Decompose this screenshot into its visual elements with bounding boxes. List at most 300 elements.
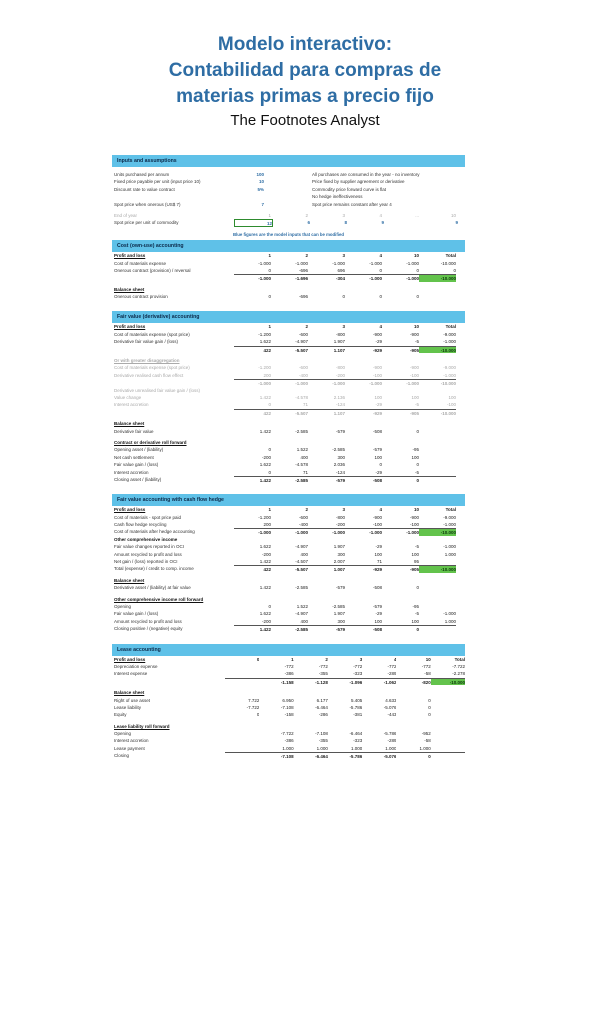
table-row [112, 697, 465, 704]
cell [225, 663, 259, 670]
year-cell: 4 [379, 212, 382, 218]
cell: 0 [342, 294, 345, 300]
row-label: Fair value gain / (loss) [114, 462, 159, 468]
row-label: Cost of materials expense (spot price) [114, 331, 190, 337]
cell: -929 [345, 565, 382, 572]
cell: -10.000 [419, 379, 456, 386]
column-header: 2 [305, 324, 308, 330]
cell [419, 293, 456, 300]
cell: -158 [284, 712, 294, 718]
cell [419, 428, 456, 435]
table-row [112, 293, 465, 300]
cell: 1.107 [308, 409, 345, 416]
table-row [112, 379, 465, 386]
cell [225, 752, 259, 759]
table-row [112, 610, 465, 617]
column-header: 4 [379, 507, 382, 513]
cell: 0 [382, 476, 419, 483]
cell: -900 [372, 365, 382, 371]
cell [419, 558, 456, 565]
cell: -443 [387, 712, 397, 718]
cell: -2.278 [452, 671, 465, 677]
input-value[interactable] [234, 193, 264, 200]
row-label: Derivative fair value gain / (loss) [114, 339, 179, 345]
cell: -579 [335, 585, 345, 591]
cell [234, 536, 271, 543]
table-row [112, 428, 465, 435]
title-line-2: Contabilidad para compras de [168, 60, 442, 81]
table-row [112, 625, 465, 632]
sections [112, 240, 465, 763]
cell: -29 [375, 469, 382, 475]
block-heading [112, 506, 465, 513]
cell [345, 387, 382, 394]
cell: -29 [375, 544, 382, 550]
row-label: Interest expense [114, 671, 148, 677]
block-title: Lease liability roll forward [114, 723, 170, 729]
column-header: 10 [413, 253, 419, 259]
block-title: Other comprehensive income roll forward [114, 596, 204, 602]
block-title: Or with greater disaggregation [114, 358, 180, 364]
column-header: 10 [413, 324, 419, 330]
cell: 1.000 [282, 745, 294, 751]
cell: -7.108 [315, 731, 328, 737]
row-label: Opening [114, 731, 132, 737]
block-title: Profit and loss [114, 507, 146, 513]
cell: 422 [234, 346, 271, 353]
section-band: Fair value accounting with cash flow hedge [112, 494, 465, 506]
cell: 1.522 [296, 447, 308, 453]
cell: 300 [337, 618, 345, 624]
column-header: Total [445, 324, 456, 330]
block-title: Balance sheet [114, 421, 145, 427]
cell: -6.464 [349, 731, 363, 737]
row-label: Derivative asset / (liability) at fair value [114, 585, 191, 591]
cell: 71 [376, 559, 382, 565]
table-row [112, 584, 465, 591]
cell: -1.000 [234, 274, 271, 281]
table-row [112, 387, 465, 394]
input-value[interactable]: 100 [256, 172, 264, 177]
cell: -1.128 [294, 678, 328, 685]
column-header: 3 [342, 253, 345, 259]
year-cell: ... [415, 212, 419, 218]
cell: 0 [268, 469, 271, 475]
cell: 1.000 [444, 551, 456, 557]
cell: -1.000 [443, 522, 456, 528]
cell: 0 [416, 462, 419, 468]
cell: -772 [387, 663, 397, 669]
input-label: Fixed price payable per unit (input price 10) [114, 179, 201, 185]
input-label: Spot price when onerous (US$ 7) [114, 201, 181, 207]
cell: -820 [396, 678, 430, 685]
column-header: Total [454, 656, 465, 662]
cell: -929 [345, 346, 382, 353]
table-row [112, 528, 465, 535]
year-cell: 3 [342, 212, 345, 218]
row-label: Lease payment [114, 745, 145, 751]
cell: -5 [414, 544, 419, 550]
cell: 422 [234, 565, 271, 572]
table-row [112, 346, 465, 353]
cell: -1.000 [443, 372, 456, 378]
row-label: Cost of materials - spot price paid [114, 514, 182, 520]
cell: 100 [374, 395, 382, 400]
column-header: 4 [379, 253, 382, 259]
cell: -304 [308, 274, 345, 281]
input-label: Units purchased per annum [114, 172, 170, 177]
cell: 100 [374, 618, 382, 624]
cell: -2.585 [271, 476, 308, 483]
cell: -200 [261, 551, 271, 557]
block-heading [112, 439, 465, 446]
cell: -696 [298, 294, 308, 300]
cell [234, 387, 271, 394]
cell: 300 [337, 454, 345, 460]
cell: -1.000 [443, 611, 456, 617]
cell: -800 [335, 331, 345, 337]
column-header: 2 [305, 253, 308, 259]
cell: 0 [268, 603, 271, 609]
cell: 1.422 [259, 395, 271, 400]
row-label [112, 379, 234, 386]
cell: -9.000 [443, 331, 456, 337]
spot-cell[interactable] [384, 219, 421, 226]
cell: 0 [268, 447, 271, 453]
cell [419, 461, 456, 468]
cell [419, 469, 456, 476]
cell: -10.000 [419, 528, 456, 535]
row-label: Interest accretion [114, 738, 149, 744]
row-label: Derivative realised cash flow effect [114, 372, 184, 378]
block-heading [112, 323, 465, 330]
inputs-notes [312, 171, 465, 208]
cell: -1.096 [328, 678, 362, 685]
row-label: Right of use asset [114, 697, 151, 703]
cell: -1.000 [345, 274, 382, 281]
cell: -1.000 [406, 260, 419, 266]
cell: -5.786 [349, 704, 363, 710]
row-label: Opening asset / (liability) [114, 447, 164, 453]
cell: -1.200 [258, 514, 271, 520]
column-header: 4 [393, 656, 397, 662]
row-label: Equity [114, 712, 127, 718]
cell: 100 [411, 395, 419, 400]
cell [419, 625, 456, 632]
section-band: Lease accounting [112, 644, 465, 656]
cell: 422 [234, 409, 271, 416]
table-row [112, 536, 465, 543]
cell: 100 [374, 551, 382, 557]
cell: -124 [335, 469, 345, 475]
cell: -100 [372, 372, 382, 378]
title-line-3: materias primas a precio fijo [176, 86, 434, 107]
cell: 7.722 [248, 697, 260, 703]
cell: -900 [372, 331, 382, 337]
cell: -1.000 [234, 528, 271, 535]
cell: -58 [424, 738, 431, 744]
cell: 1.422 [259, 559, 271, 565]
cell [225, 737, 259, 744]
cell [419, 603, 456, 610]
row-label: Opening [114, 603, 132, 609]
table-row [112, 454, 465, 461]
cell: 2.036 [333, 462, 345, 468]
cell: -4.507 [295, 559, 308, 565]
cell: 2.007 [333, 559, 345, 565]
cell: -4.578 [295, 462, 308, 468]
cell: 400 [300, 618, 308, 624]
cell: 1.622 [259, 462, 271, 468]
cell: 1.000 [316, 745, 328, 751]
column-header: 10 [413, 507, 419, 513]
cell: -386 [284, 671, 294, 677]
block-heading [112, 357, 465, 364]
assumption-note: Spot price remains constant after year 4 [312, 201, 392, 207]
table-row [112, 401, 465, 408]
year-cell: 1 [268, 212, 271, 218]
block-title: Balance sheet [114, 690, 145, 696]
table-row [112, 551, 465, 558]
table-row [112, 338, 465, 345]
cell: -1.000 [382, 274, 419, 281]
cell: -1.000 [295, 260, 308, 266]
cell: -5.076 [383, 704, 397, 710]
table-row [112, 394, 465, 401]
cell: 1.522 [296, 603, 308, 609]
cell: -7.722 [452, 663, 465, 669]
cell: -4.907 [295, 544, 308, 550]
cell [225, 678, 259, 685]
row-label [112, 346, 234, 353]
cell: -1.000 [345, 528, 382, 535]
cell: -1.000 [369, 260, 382, 266]
row-label: Derivative fair value [114, 428, 154, 434]
cell: -9.000 [443, 365, 456, 371]
column-header: 4 [379, 324, 382, 330]
cell [225, 730, 259, 737]
cell: 0 [416, 267, 419, 273]
row-label: Cost of materials expense [114, 260, 167, 266]
cell: -7.722 [246, 704, 260, 710]
cell: -508 [345, 476, 382, 483]
table-row [112, 737, 465, 744]
table-row [112, 670, 465, 677]
cell: -323 [353, 671, 363, 677]
cell: 100 [411, 454, 419, 460]
cell: 0 [453, 267, 456, 273]
cell [225, 745, 259, 752]
block-title: Profit and loss [114, 656, 146, 662]
input-value[interactable]: 7 [261, 201, 264, 207]
row-label: Amount recycled to profit and loss [114, 618, 182, 624]
cell: -579 [308, 476, 345, 483]
cell: -10.000 [419, 274, 456, 281]
cell: -579 [372, 447, 382, 453]
spreadsheet [112, 155, 465, 764]
assumption-note: Commodity price forward curve is flat [312, 186, 387, 192]
cell: 0 [379, 462, 382, 468]
table-row [112, 446, 465, 453]
row-label: Lease liability [114, 704, 142, 710]
cell: -508 [345, 625, 382, 632]
cell [431, 752, 465, 759]
cell: 1.422 [259, 428, 271, 434]
spot-cell[interactable]: 9 [455, 220, 458, 226]
cell: -1.200 [258, 331, 271, 337]
cell: -5.076 [362, 752, 396, 759]
block-heading [112, 420, 465, 427]
column-header: 1 [268, 507, 271, 513]
cell: -1.000 [345, 379, 382, 386]
table-row [112, 663, 465, 670]
cell: 71 [302, 402, 308, 408]
section-band: Fair value (derivative) accounting [112, 311, 465, 323]
cell: 1.107 [308, 346, 345, 353]
cell: -1.200 [258, 365, 271, 371]
table-row [112, 409, 465, 416]
column-header: 1 [268, 253, 271, 259]
cell: 0 [416, 428, 419, 434]
cell: -4.907 [295, 611, 308, 617]
row-label: Net cash settlement [114, 454, 154, 460]
cell: -1.000 [308, 528, 345, 535]
cell [382, 536, 419, 543]
row-label: Cost of materials expense (spot price) [114, 365, 190, 371]
spacer [112, 633, 465, 637]
spot-cell[interactable]: 6 [307, 220, 310, 226]
cell: 0 [396, 752, 430, 759]
cell: 1.622 [259, 611, 271, 617]
input-label: Discount rate to value contract [114, 186, 175, 192]
cell: -579 [335, 428, 345, 434]
assumption-note: Price fixed by supplier agreement or derivative [312, 179, 405, 185]
row-label: Closing [114, 753, 130, 759]
row-label: Onerous contract provision [114, 294, 168, 300]
cell: -7.722 [280, 731, 294, 737]
cell [419, 476, 456, 483]
year-label: End of year [114, 212, 138, 218]
cell: -1.000 [308, 379, 345, 386]
year-row [112, 212, 465, 219]
spot-row [112, 219, 465, 226]
cell: -10.000 [440, 260, 456, 266]
cell: -289 [387, 671, 397, 677]
cell: -200 [261, 618, 271, 624]
cell [431, 704, 465, 711]
cell [308, 536, 345, 543]
cell: 1.000 [444, 618, 456, 624]
cell: 400 [300, 551, 308, 557]
cell [431, 737, 465, 744]
cell: 1.422 [234, 625, 271, 632]
row-label: Interest accretion [114, 469, 149, 475]
cell: -100 [446, 402, 456, 408]
cell [431, 745, 465, 752]
cell: -1.000 [382, 379, 419, 386]
block-title: Contract or derivative roll forward [114, 439, 187, 445]
row-label [112, 678, 225, 685]
row-label: Total (expense) / credit to comp. income [114, 566, 194, 572]
table-row [112, 260, 465, 267]
cell: -2.585 [332, 447, 345, 453]
inputs-values [112, 171, 312, 208]
cell: -900 [372, 514, 382, 520]
cell: -900 [409, 365, 419, 371]
cell: 400 [300, 454, 308, 460]
row-label: Interest accretion [114, 402, 149, 408]
cell: -929 [345, 409, 382, 416]
cell [308, 387, 345, 394]
cell: -5 [414, 402, 419, 408]
cell: -1.000 [443, 544, 456, 550]
cell: -2.585 [295, 585, 308, 591]
cell: -579 [372, 603, 382, 609]
cell: 696 [337, 267, 345, 273]
cell: -58 [424, 671, 431, 677]
row-label: Depreciation expense [114, 663, 158, 669]
input-value[interactable]: 5% [257, 186, 264, 192]
cell: -6.464 [315, 704, 328, 710]
cell [431, 730, 465, 737]
cell: -1.000 [332, 260, 345, 266]
cell: -400 [298, 522, 308, 528]
table-row [112, 372, 465, 379]
cell: -4.907 [295, 339, 308, 345]
inputs-block [112, 171, 465, 208]
cell: 6.177 [316, 697, 328, 703]
cell: 0 [382, 625, 419, 632]
cell: -29 [375, 339, 382, 345]
column-header: Total [445, 507, 456, 513]
cell: -1.158 [259, 678, 293, 685]
cell: -1.000 [271, 379, 308, 386]
cell: 0 [268, 294, 271, 300]
row-label [112, 274, 234, 281]
block-title: Profit and loss [114, 324, 146, 330]
cell: -900 [409, 331, 419, 337]
spot-cell[interactable]: 8 [344, 220, 347, 226]
input-value[interactable]: 10 [258, 179, 264, 185]
cell: -2.585 [295, 428, 308, 434]
row-label: Fair value changes reported in OCI [114, 544, 185, 550]
cell: 95 [413, 559, 419, 565]
cell: -10.000 [419, 409, 456, 416]
cell [419, 536, 456, 543]
spot-cell[interactable]: 9 [381, 220, 384, 226]
cell: -10.000 [419, 565, 456, 572]
column-header: 3 [342, 507, 345, 513]
cell: 100 [374, 454, 382, 460]
cell: -1.062 [362, 678, 396, 685]
cell: 5.405 [350, 697, 363, 703]
title-line-1: Modelo interactivo: [217, 34, 393, 55]
input-row [112, 201, 312, 208]
cell [419, 454, 456, 461]
cell [225, 670, 259, 677]
block-title: Balance sheet [114, 577, 145, 583]
block-heading [112, 577, 465, 584]
cell: -6.464 [294, 752, 328, 759]
row-label: Derivative unrealised fair value gain / (loss) [114, 387, 201, 393]
table-row [112, 565, 465, 572]
cell: -5.786 [328, 752, 362, 759]
cell: -29 [375, 402, 382, 408]
spacer [112, 300, 465, 304]
spot-cell[interactable]: 12 [234, 219, 273, 226]
row-label: Cash flow hedge recycling [114, 522, 167, 528]
row-label: Net gain / (loss) reported in OCI [114, 559, 178, 565]
